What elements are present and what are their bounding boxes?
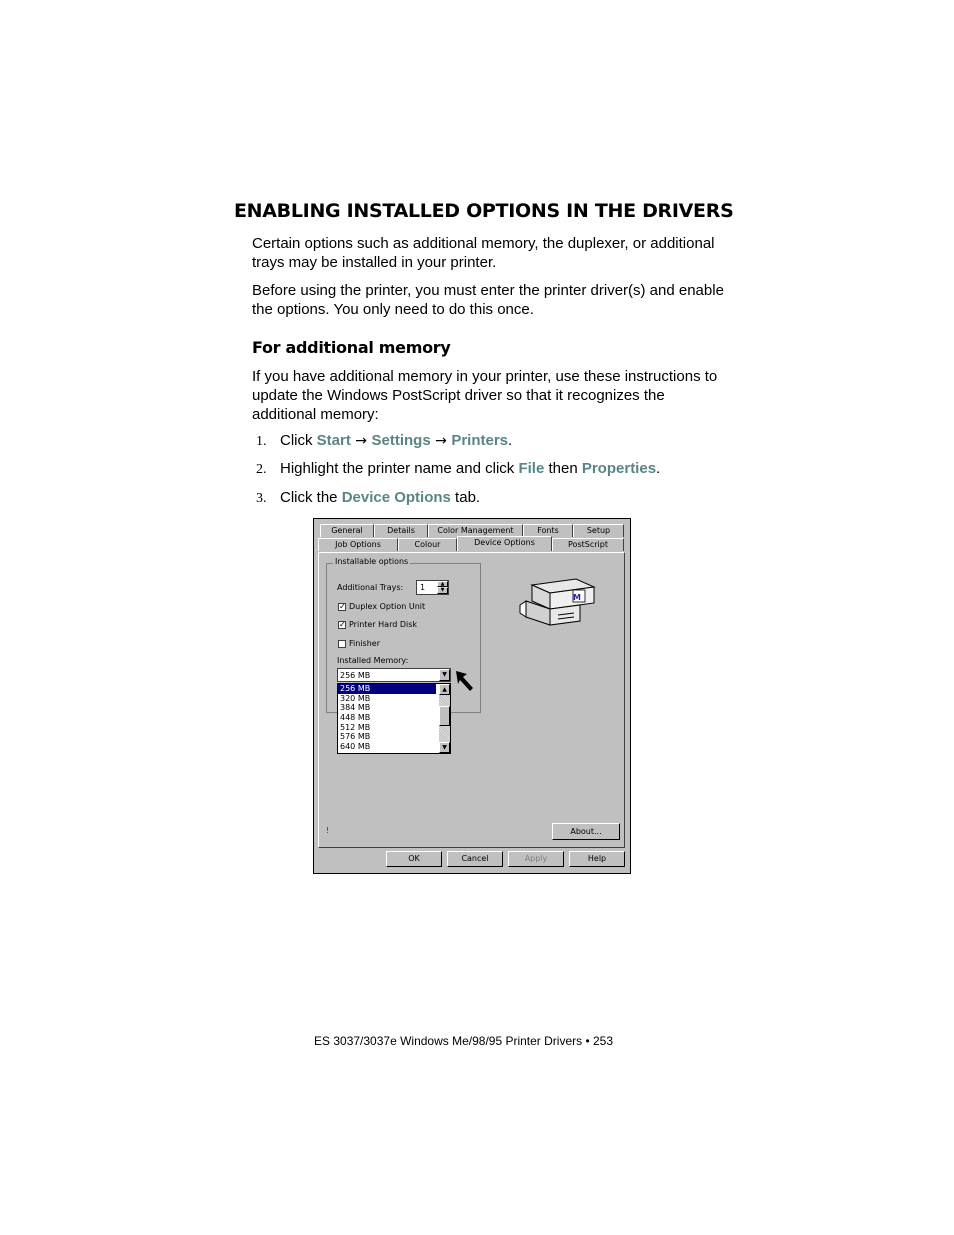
list-scrollbar[interactable] (439, 684, 450, 753)
arrow-icon: → (430, 433, 452, 449)
memory-value: 256 MB (340, 671, 371, 680)
tab-color-management[interactable]: Color Management (428, 524, 523, 537)
tab-device-options[interactable]: Device Options (457, 536, 552, 551)
list-item[interactable]: 448 MB (340, 713, 371, 723)
list-item[interactable]: 256 MB (338, 684, 436, 694)
spin-down-icon[interactable]: ▼ (437, 587, 448, 594)
installed-memory-label: Installed Memory: (337, 656, 409, 665)
instruction-paragraph: If you have additional memory in your printer, use these instructions to update the Windows PostScript driver so that it recognizes the additional memory: (252, 368, 718, 423)
subheading: For additional memory (252, 338, 451, 357)
properties-keyword: Properties (581, 460, 657, 477)
printer-illustration-icon (518, 575, 598, 633)
section-heading: ENABLING INSTALLED OPTIONS IN THE DRIVERS (234, 200, 734, 222)
step-text: Click the (280, 489, 342, 506)
spin-up-icon[interactable]: ▲ (437, 581, 448, 587)
printer-badge: M (573, 593, 581, 602)
about-button[interactable]: About... (552, 823, 620, 840)
start-keyword: Start (316, 432, 351, 449)
scroll-up-icon[interactable]: ▲ (439, 684, 450, 695)
printers-keyword: Printers (451, 432, 509, 449)
finisher-label: Finisher (349, 639, 380, 648)
duplex-checkbox[interactable]: ✓ (339, 602, 346, 611)
help-button[interactable]: Help (569, 851, 625, 867)
finisher-checkbox[interactable] (338, 640, 346, 648)
hard-disk-label: Printer Hard Disk (349, 620, 418, 629)
step-text: . (656, 460, 661, 477)
step-3 (256, 488, 480, 508)
status-marker: ! (326, 826, 330, 835)
step-text: Highlight the printer name and click (280, 460, 519, 477)
step-number: 1. (256, 434, 267, 449)
group-title: Installable options (335, 557, 409, 566)
list-item[interactable]: 576 MB (340, 732, 371, 742)
cancel-button[interactable]: Cancel (447, 851, 503, 867)
apply-button[interactable]: Apply (508, 851, 564, 867)
trays-value: 1 (420, 583, 426, 592)
arrow-icon: → (350, 433, 372, 449)
tab-job-options[interactable]: Job Options (318, 538, 398, 551)
intro-paragraph-2: Before using the printer, you must enter the printer driver(s) and enable the options. You only need to do this once. (252, 282, 724, 318)
file-keyword: File (518, 460, 545, 477)
list-item[interactable]: 512 MB (340, 722, 371, 732)
additional-trays-label: Additional Trays: (337, 583, 404, 592)
printer-properties-dialog (313, 518, 631, 874)
tab-postscript[interactable]: PostScript (552, 538, 624, 551)
scroll-down-icon[interactable]: ▼ (439, 742, 450, 753)
ok-button[interactable]: OK (386, 851, 442, 867)
tab-colour[interactable]: Colour (398, 538, 457, 551)
mouse-pointer-icon (454, 669, 476, 693)
list-item[interactable]: 640 MB (340, 742, 371, 752)
device-options-keyword: Device Options (341, 489, 451, 506)
list-item[interactable]: 384 MB (340, 703, 371, 713)
tab-fonts[interactable]: Fonts (523, 524, 573, 537)
additional-trays-spinner[interactable] (416, 580, 449, 595)
step-text: Click (280, 432, 317, 449)
step-number: 3. (256, 491, 267, 506)
tab-setup[interactable]: Setup (573, 524, 624, 537)
step-text: tab. (450, 489, 481, 506)
step-text: . (508, 432, 513, 449)
step-2 (256, 459, 660, 479)
list-item[interactable]: 320 MB (340, 693, 371, 703)
scroll-thumb[interactable] (439, 706, 450, 726)
tab-details[interactable]: Details (374, 524, 428, 537)
memory-dropdown-list[interactable] (337, 683, 451, 754)
step-text: then (544, 460, 582, 477)
installed-memory-combo[interactable] (337, 668, 451, 682)
step-1 (256, 431, 512, 451)
intro-paragraph-1: Certain options such as additional memory, the duplexer, or additional trays may be installed in your printer. (252, 235, 715, 271)
page-footer: ES 3037/3037e Windows Me/98/95 Printer Drivers • 253 (314, 1034, 614, 1048)
tab-general[interactable]: General (320, 524, 374, 537)
step-number: 2. (256, 462, 267, 477)
chevron-down-icon[interactable]: ▼ (439, 669, 450, 681)
hard-disk-checkbox[interactable]: ✓ (339, 620, 346, 629)
settings-keyword: Settings (371, 432, 431, 449)
duplex-label: Duplex Option Unit (349, 602, 426, 611)
